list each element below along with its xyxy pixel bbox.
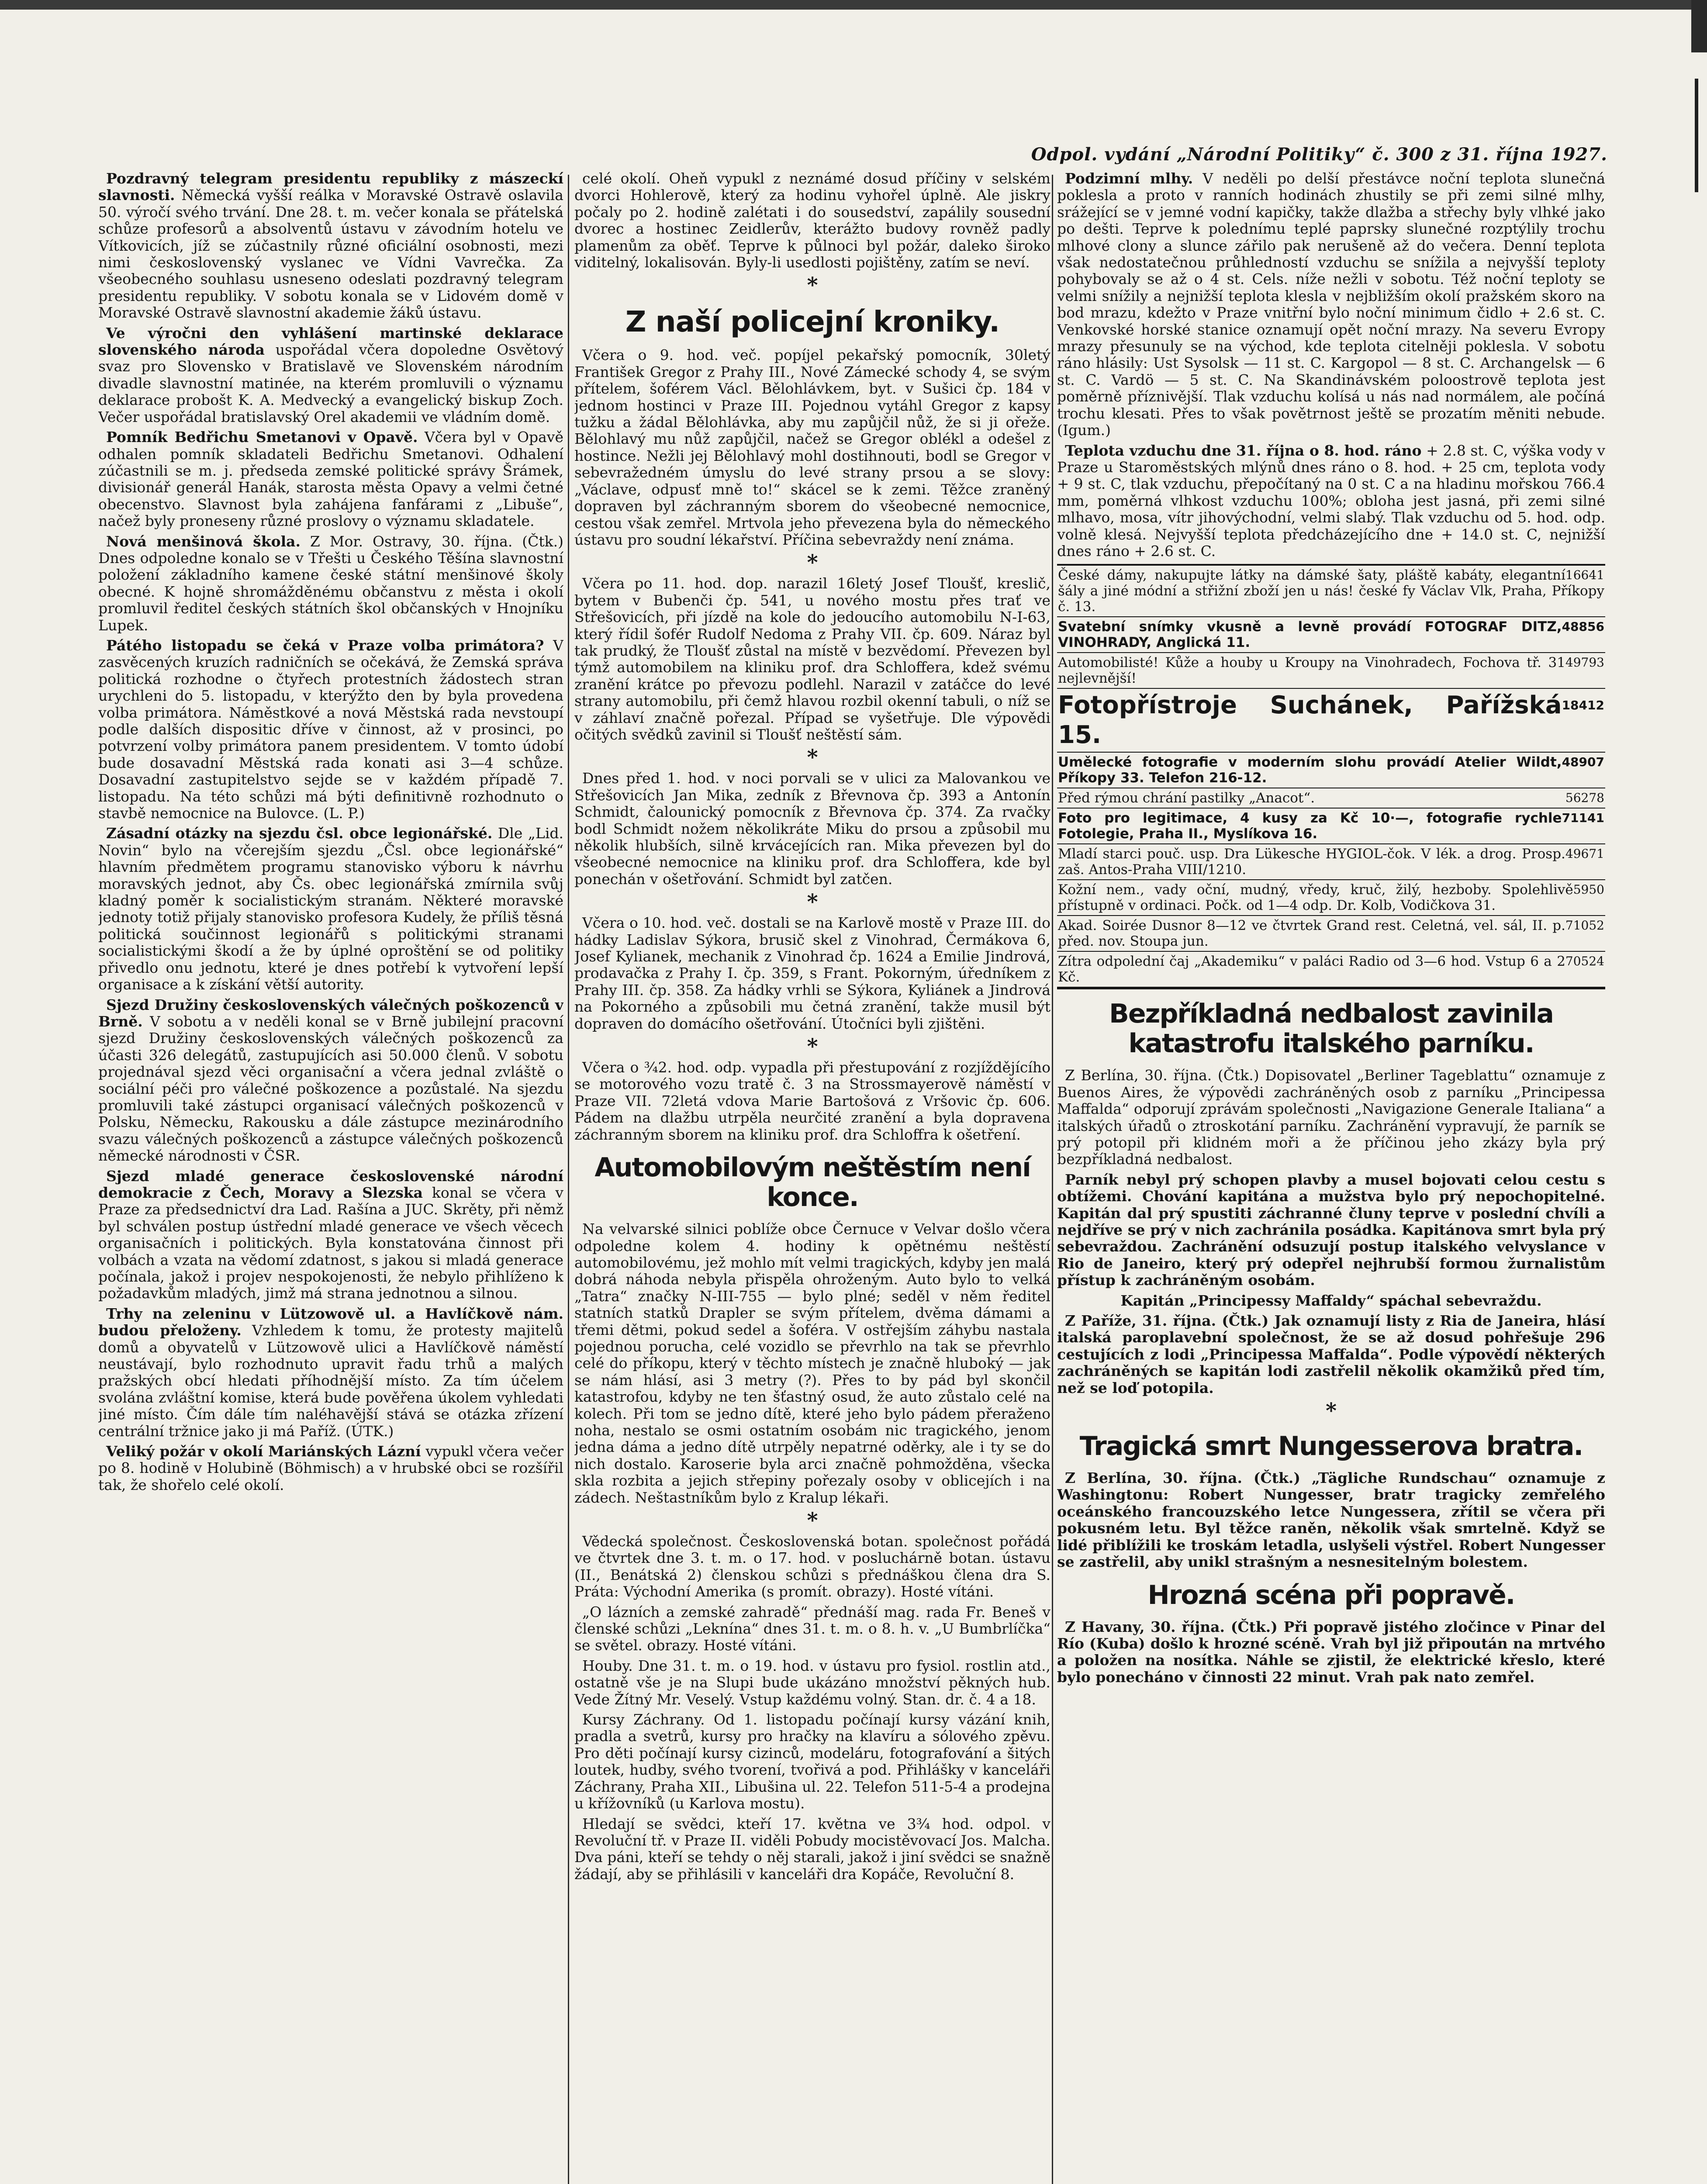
classified-ad: 49671 Mladí starci pouč. usp. Dra Lükesche HYGIOL-čok. V lék. a drog. Prosp. zaš. Antos-Praha VIII/1210. [1057, 844, 1605, 880]
article-heading: Bezpříkladná nedbalost zavinila katastrofu italského parníku. [1109, 999, 1553, 1059]
article-body: Parník nebyl prý schopen plavby a musel bojovati celou cestu s obtížemi. Chování kapitána a mužstva bylo prý nepochopitelné. Kapitán dal prý spustiti záchranné čluny teprve v poslední chvíli a nejdříve se prý v nich zachránila posádka. Kapitánova smrt byla prý sebevraždou. Zachránění odsuzují postup italského velvyslance v Rio de Janeiro, který prý odepřel nejhrubší formou žurnalistům přístup k zachráněným osobám. [1057, 1171, 1605, 1289]
section-heading: Z naší policejní kroniky. [625, 305, 1000, 339]
column-rule [568, 175, 569, 2184]
classified-ad: 48907 Umělecké fotografie v moderním slohu provádí Atelier Wildt, Příkopy 33. Telefon 216-12. [1057, 753, 1605, 788]
article-body: Z Berlína, 30. října. (Čtk.) Dopisovatel „Berliner Tageblattu“ oznamuje z Buenos Aires, že výpovědi zachráněných osob z parníku „Principessa Maffalda“ odporují zprávám společnosti „Navigazione Generale Italiana“ a italských úřadů o ztroskotání parníku. Zachránění vypravují, že parník se prý potopil při klidném moři a že příčinou jeho zkázy byla prý bezpříkladná nedbalost. [1057, 1067, 1605, 1168]
column-1 [98, 170, 563, 2184]
notice-item: Vědecká společnost. Československá botan. společnost pořádá ve čtvrtek dne 3. t. m. o 17. hod. v posluchárně botan. ústavu (II., Benátská 2) členskou schůzi s přednáškou člena dra S. Práta: Východní Amerika (s promít. obrazy). Hosté vítáni. [574, 1533, 1050, 1600]
classified-ad: 71141 Foto pro legitimace, 4 kusy za Kč 10·—, fotografie rychle Fotolegie, Praha II., Myslíkova 16. [1057, 809, 1605, 844]
news-item: Sjezd Družiny československých válečných poškozenců v Brně. V sobotu a v neděli konal se v Brně jubilejní pracovní sjezd Družiny československých válečných poškozenců za účasti 326 delegátů, zastupujících asi 50.000 členů. V sobotu projednával sjezd věci organisační a včera jednal zvláště o sociální péči pro válečné poškozence a pozůstalé. Na sjezdu promluvili také zástupci organisací válečných poškozenců v Polsku, Německu, Rakousku a dále zástupce mezinárodního svazu válečných poškozenců a zástupce válečných poškozenců německé národnosti v ČSR. [98, 996, 563, 1165]
classified-ad: 5950 Kožní nem., vady oční, mudný, vředy, kruč, žilý, hezboby. Spolehlivě přístupně v ordinaci. Počk. od 1—4 odp. Dr. Kolb, Vodičkova 31. [1057, 880, 1605, 916]
separator-asterisk: * [807, 550, 818, 575]
notice-item: Hledají se svědci, kteří 17. května ve 3¾ hod. odpol. v Revoluční tř. v Praze II. viděli Pobudy mocistěvovací Jos. Malcha. Dva páni, kteří se tehdy o něj starali, jakož i jiní svědci se snažně žádají, aby se přihlásili v kanceláři dra Kopáče, Revoluční 8. [574, 1815, 1050, 1883]
article-body: Z Havany, 30. října. (Čtk.) Při popravě jistého zločince v Pinar del Río (Kuba) došlo k hrozné scéně. Vrah byl již připoután na mrtvého a položen na nosítka. Náhle se zjistil, že elektrické křeslo, které bylo ponecháno v činnosti 22 minut. Vrah pak nato zemřel. [1057, 1618, 1605, 1686]
column-rule [1052, 175, 1053, 2184]
article-heading: Hrozná scéna při popravě. [1147, 1579, 1515, 1610]
article-body: Z Berlína, 30. října. (Čtk.) „Tägliche Rundschau“ oznamuje z Washingtonu: Robert Nungesser, bratr tragicky zemřelého oceánského francouzského letce Nungessera, zřítil se včera při pokusném letu. Byl těžce raněn, několik však smrtelně. Když se lidé přiblížili ke troskám letadla, uslyšeli výstřel. Robert Nungesser se zastřelil, aby unikl strašným a nesnesitelným bolestem. [1057, 1469, 1605, 1571]
article-body: Na velvarské silnici poblíže obce Černuce v Velvar došlo včera odpoledne kolem 4. hodiny k opětnému neštěstí automobilovému, jež mohlo mít velmi tragických, kdyby jen malá dobrá náhoda nebyla přispěla ohroženým. Auto bylo to velká „Tatra“ značky N-III-755 — bylo plné; seděl v něm ředitel statních statků Drapler se svým přítelem, dvěma dámami a třemi dětmi, pokud sedel a šoféra. V ostřejším záhybu nastala pojednou porucha, celé vozidlo se převrhlo na tak se převrhlo celé do příkopu, který v těchto místech je značně hluboký — jak se nám hlásí, asi 3 metry (?). Přes to by pád byl skončil katastrofou, kdyby ne ten šťastný osud, že auto zůstalo celé na kolech. Při tom se jedno dítě, které jeho bylo pádem přeraženo noha, nestalo se osmi ostatním osobám nic tragického, jenom jedna dáma a jedno dítě utrpěly nepatrné oděrky, ale i ty se do nich dostalo. Karoserie byla arci značně pohmožděna, všecka skla rozbita a jejich střepiny pořezaly osoby v oblicejích i na zádech. Neštastníkům bylo z Kralup lékaři. [574, 1220, 1050, 1506]
separator-asterisk: * [1325, 1399, 1337, 1424]
classified-ads [1057, 564, 1605, 989]
classified-ad: 48856 Svatební snímky vkusně a levně provádí FOTOGRAF DITZ, VINOHRADY, Anglická 11. [1057, 617, 1605, 653]
classified-ad: 16641 České dámy, nakupujte látky na dámské šaty, pláště kabáty, elegantní šály a jiné módní a střižní zboží jen u nás! české fy Václav Vlk, Praha, Příkopy č. 13. [1057, 566, 1605, 617]
article-heading: Automobilovým neštěstím není konce. [594, 1152, 1030, 1213]
article-subheading: Kapitán „Principessy Maffaldy“ spáchal sebevraždu. [1120, 1292, 1542, 1309]
classified-ad: 71052 Akad. Soirée Dusnor 8—12 ve čtvrtek Grand rest. Celetná, vel. sál, II. p. před. nov. Stoupa jun. [1057, 916, 1605, 952]
news-item: Pozdravný telegram presidentu republiky z mászeckí slavnosti. Německá vyšší reálka v Moravské Ostravě oslavila 50. výročí svého trvání. Dne 28. t. m. večer konala se přátelská schůze profesorů a absolventů ústavu v závodním hotelu ve Vítkovicích, jíž se zúčastnily různé oficiální osobnosti, mezi nimi československý vyslanec ve Vídni Vavrečka. Za všeobecného souhlasu usneseno odeslati pozdravný telegram presidentu republiky. V sobotu konala se v Lidovém domě v Moravské Ostravě slavnostní akademie žáků ústavu. [98, 170, 563, 321]
news-item: Sjezd mladé generace československé národní demokracie z Čech, Moravy a Slezska konal se včera v Praze za předsednictví dra Lad. Rašína a JUC. Skrěty, při němž byl schválen postup ústřední mladé generace ve všech věcech organisačních i politických. Byla konstatována činnost při volbách a vzata na vědomí zdatnost, s jakou si mladá generace počínala, jakož i projev nespokojenosti, že nebylo přihlíženo k požadavkům mladých, jimž má strana jednotnou a silnou. [98, 1167, 563, 1302]
news-item: Veliký požár v okolí Mariánských Lázní vypukl včera večer po 8. hodině v Holubině (Böhmisch) a v hrubské obci se rozšířil tak, že shořelo celé okolí. [98, 1443, 563, 1493]
separator-asterisk: * [807, 745, 818, 770]
news-item: Nová menšinová škola. Z Mor. Ostravy, 30. října. (Čtk.) Dnes odpoledne konalo se v Třešti u Českého Těšína slavnostní položení základního kamene české státní menšinové školy obecné. K hojně shromážděnému občanstvu z města i okolí promluvil ředitel českých státních škol občanských v Hnojníku Lupek. [98, 532, 563, 634]
notice-item: Houby. Dne 31. t. m. o 19. hod. v ústavu pro fysiol. rostlin atd., ostatně vše je na Slupi bude ukázáno množství pěkných hub. Vede Žítný Mr. Veselý. Vstup každému volný. Stan. dr. č. 4 a 18. [574, 1657, 1050, 1708]
news-item: Zásadní otázky na sjezdu čsl. obce legionářské. Dle „Lid. Novin“ bylo na včerejším sjezdu „Čsl. obce legionářské“ hlavním předmětem programu stanovisko výboru k návrhu moravských jednot, aby Čs. obec legionářská zmírnila svůj kladný poměr k socialistickým stranám. Některé moravské jednoty totiž přijaly stanovisko profesora Kudely, že příliš těsná politická součinnost legionářů s politickými stranami socialistickými škodí a že by úplné oproštění se od politiky přivedlo onu jednotu, které je dnes potřebí k vytvoření lepší organisace a k získání větší autority. [98, 825, 563, 993]
scan-edge [1691, 0, 1707, 52]
notice-item: „O lázních a zemské zahradě“ přednáší mag. rada Fr. Beneš v členské schůzi „Leknína“ dnes 31. t. m. o 8. h. v. „U Bumbrlíčka“ se světel. obrazy. Hosté vítáni. [574, 1603, 1050, 1654]
weather-item: Podzimní mlhy. V neděli po delší přestávce noční teplota slunečná poklesla a proto v ranních hodinách zhustily se při zemi silné mlhy, srážející se v jemné vodní kapičky, takže dlažba a střechy byly vlhké jako po dešti. Teprve k polednímu teplé paprsky slunečné rozptýlily trochu mlhové clony a slunce zářilo pak nerušeně až do večera. Denní teplota však nedostatečnou průhledností vzduchu se snížila a nejvyšší teploty pohybovaly se až o 4 st. Cels. níže nežli v sobotu. Též noční teploty se velmi snížily a nejnižší teplota klesla v nejbližším okolí pražském skoro na bod mrazu, kdežto v Praze vnitřní bylo noční minimum čidlo + 2.6 st. C. Venkovské horské stanice oznamují opět noční mrazy. Na severu Evropy mrazy přesunuly se na východ, kde teplota citelněji poklesla. V sobotu ráno hlásily: Ust Sysolsk — 11 st. C. Kargopol — 8 st. C. Archangelsk — 6 st. C. Vardö — 5 st. C. Na Skandinávském poloostrově teplota jest poměrně příznivější. Tlak vzduchu kolísá u nás nad normálem, ale počíná trochu klesati. Přes to však povětrnost ještě se prozatím měniti nebude. (Igum.) [1057, 170, 1605, 439]
news-item: Trhy na zeleninu v Lützowově ul. a Havlíčkově nám. budou přeloženy. Vzhledem k tomu, že protesty majitelů domů a obyvatelů v Lützowově ulici a Havlíčkově náměstí neustávají, bylo rozhodnuto upravit řadu trhů a malých pražských obcí hledati příhodnější místo. Za tím účelem svolána zvláštní komise, která bude pověřena úkolem vyhledati jiné místo. Čím dále tím naléhavější stává se otázka zřízení centrální tržnice jako ji má Paříž. (ÚTK.) [98, 1305, 563, 1440]
separator-asterisk: * [807, 273, 818, 298]
scan-edge [0, 0, 1707, 10]
police-item: Dnes před 1. hod. v noci porvali se v ulici za Malovankou ve Střešovicích Jan Mika, zedník z Břevnova čp. 393 a Antonín Schmidt, čalounický pomocník z Břevnova čp. 374. Za rvačky bodl Schmidt nožem několikráte Miku do prsou a způsobil mu několik hlubších, silně krvácejících ran. Mika převezen byl do všeobecné nemocnice na kliniku prof. dra Schloffera, kde byl ponechán v ošetřování. Schmidt byl zatčen. [574, 770, 1050, 888]
police-item: Včera o ¾2. hod. odp. vypadla při přestupování z rozjíždějícího se motorového vozu tratě č. 3 na Strossmayerově náměstí v Praze VII. 72letá vdova Marie Bartošová z Vršovic čp. 606. Pádem na dlažbu utrpěla neurčité zranění a byla dopravena záchranným sborem na kliniku prof. dra Schloffra k ošetření. [574, 1059, 1050, 1143]
separator-asterisk: * [807, 1034, 818, 1059]
weather-item: Teplota vzduchu dne 31. října o 8. hod. ráno + 2.8 st. C, výška vody v Praze u Staroměstských mlýnů dnes ráno o 8. hod. + 25 cm, teplota vody + 9 st. C, tlak vzduchu, přepočítaný na 0 st. C a na hladinu mořskou 766.4 mm, poměrná vlhkost vzduchu 100%; obloha jest jasná, při zemi silné mlhavo, mosa, vítr jihovýchodní, velmi slabý. Tlak vzduchu od 5. hod. odp. volně klesá. Nejvyšší teplota předcházejícího dne + 14.0 st. C, nejnižší dnes ráno + 2.6 st. C. [1057, 442, 1605, 560]
police-item: Včera o 9. hod. več. popíjel pekařský pomocník, 30letý František Gregor z Prahy III., Nové Zámecké schody 4, se svým přítelem, šoférem Václ. Bělohlávkem, byt. v Sušici čp. 184 v jednom hostinci v Praze III. Pojednou vytáhl Gregor z kapsy tužku a žádal Bělohlávka, aby mu zapůjčil nůž, že si ji ořeže. Bělohlavý mu nůž zapůjčil, načež se Gregor oblékl a odešel z hostince. Nežli jej Bělohlavý mohl dostihnouti, bodl se Gregor v sebevražedném úmyslu do levé strany prsou a se slovy: „Václave, odpusť mně to!“ skácel se k zemi. Těžce zraněný dopraven byl záchranným sborem do všeobecné nemocnice, cestou však zemřel. Mrtvola jeho převezena byla do německého ústavu pro soudní lékařství. Příčina sebevraždy není známa. [574, 346, 1050, 548]
news-item: Pomník Bedřichu Smetanovi v Opavě. Včera byl v Opavě odhalen pomník skladateli Bedřichu Smetanovi. Odhalení zúčastnili se m. j. předseda zemské politické správy Šrámek, divisionář generál Hanák, starosta města Opavy a velmi četné obecenstvo. Slavnost byla zahájena fanfárami z „Libuše“, načež byly proneseny různé proslovy o významu skladatele. [98, 429, 563, 530]
police-item: Včera po 11. hod. dop. narazil 16letý Josef Tloušť, kreslič, bytem v Bubenči čp. 541, u nového mostu přes trať ve Střešovicích, při jízdě na kole do jedoucího automobilu N-I-63, který řídil šofér Rudolf Nedoma z Prahy VII. čp. 609. Náraz byl tak prudký, že Tloušť zůstal na místě v bezvědomí. Převezen byl týmž automobilem na kliniku prof. dra Schloffera, kdež svému zranění krátce po převozu podlehl. Narazil v zatáčce do levé strany automobilu, při čemž hlavou rozbil okenní tabuli, o níž se v záhlaví značně pořezal. Případ se vyšetřuje. Dle výpovědi očitých svědků zavinil si Tloušť neštěstí sám. [574, 575, 1050, 743]
classified-ad: 70524 Zítra odpolední čaj „Akademiku“ v paláci Radio od 3—6 hod. Vstup 6 a 2 Kč. [1057, 952, 1605, 988]
separator-asterisk: * [807, 890, 818, 915]
police-item: Včera o 10. hod. več. dostali se na Karlově mostě v Praze III. do hádky Ladislav Sýkora, brusič skel z Vinohrad, Čermákova 6, Josef Kylianek, mechanik z Vinohrad čp. 1624 a Emilie Jindrová, prodavačka z Prahy I. čp. 359, s Frant. Pokorným, úředníkem z Prahy III. čp. 358. Za hádky vrhli se Sýkora, Kyliánek a Jindrová na Pokorného a způsobili mu četná zranění, takže musil být dopraven do domácího ošetřování. Útočníci byli zjištěni. [574, 914, 1050, 1032]
classified-ad: 49793 Automobilisté! Kůže a houby u Kroupy na Vinohradech, Fochova tř. 31 nejlevnější! [1057, 653, 1605, 689]
article-heading: Tragická smrt Nungesserova bratra. [1079, 1431, 1583, 1462]
classified-ad: 18412 Fotopřístroje Suchánek, Pařížská 15. [1057, 689, 1605, 753]
classified-ad: 56278 Před rýmou chrání pastilky „Anacot“. [1057, 788, 1605, 809]
column-2 [574, 170, 1050, 2184]
notice-item: Kursy Záchrany. Od 1. listopadu počínají kursy vázání knih, pradla a svetrů, kursy pro hračky na klavíru a sólového zpěvu. Pro děti počínají kursy cizinců, modeláru, fotografování a šitých loutek, hudby, svého tvorení, tvořivá a pod. Přihlášky v kanceláři Záchrany, Praha XII., Libušina ul. 22. Telefon 511-5-4 a prodejna u křížovníků (u Karlova mostu). [574, 1711, 1050, 1812]
news-item: Pátého listopadu se čeká v Praze volba primátora? V zasvěcených kruzích radničních se očekává, že Zemská správa politická rozhodne o čtyřech protestních žádostech stran urychleni do 5. listopadu, v kterýžto den by byla provedena volba primátora. Náměstkové a nová Městská rada nevstoupí podle dalších dispositic dříve v činnost, až v prosinci, po potvrzení volby primátora panem presidentem. V tomto údobí bude dosavadní Městská rada konati asi 3—4 schůze. Dosavadní zastupitelstvo sejde se v každém případě 7. listopadu. Na této schůzi má býti definitivně rozhodnuto o stavbě nemocnice na Bulovce. (L. P.) [98, 636, 563, 822]
separator-asterisk: * [807, 1508, 818, 1533]
column-3 [1057, 170, 1605, 2184]
news-item: celé okolí. Oheň vypukl z neznámé dosud příčiny v selském dvorci Hohlerově, který za hodinu vyhořel úplně. Ale jiskry počaly po 2. hodině zalétati i do sousedství, zapálily sousední dvorec a hostinec Zeidlerův, kterážto budovy rovněž padly plamenům za oběť. Teprve k půlnoci byl požár, daleko široko viditelný, lokalisován. Byly-li usedlosti pojištěny, zatím se neví. [574, 170, 1050, 271]
edition-header: Odpol. vydání „Národní Politiky“ č. 300 z 31. října 1927. [1031, 144, 1607, 165]
news-item: Ve výročni den vyhlášení martinské deklarace slovenského národa uspořádal včera dopoledne Osvětový svaz pro Slovensko v Bratislavě ve Slovenském národním divadle slavnostní matinée, na kterém promluvili o významu deklarace probošt K. A. Medvecký a evangelický biskup Zoch. Večer uspořádal bratislavský Orel akademii ve vládním domě. [98, 324, 563, 425]
scan-edge [1695, 79, 1698, 192]
article-body: Z Paříže, 31. října. (Čtk.) Jak oznamují listy z Ria de Janeira, hlásí italská paroplavební společnost, že se až dosud pohřešuje 296 cestujících z lodi „Principessa Maffalda“. Podle výpovědí některých zachráněných se kapitán lodi zastřelil několik okamžiků před tím, než se loď potopila. [1057, 1312, 1605, 1396]
